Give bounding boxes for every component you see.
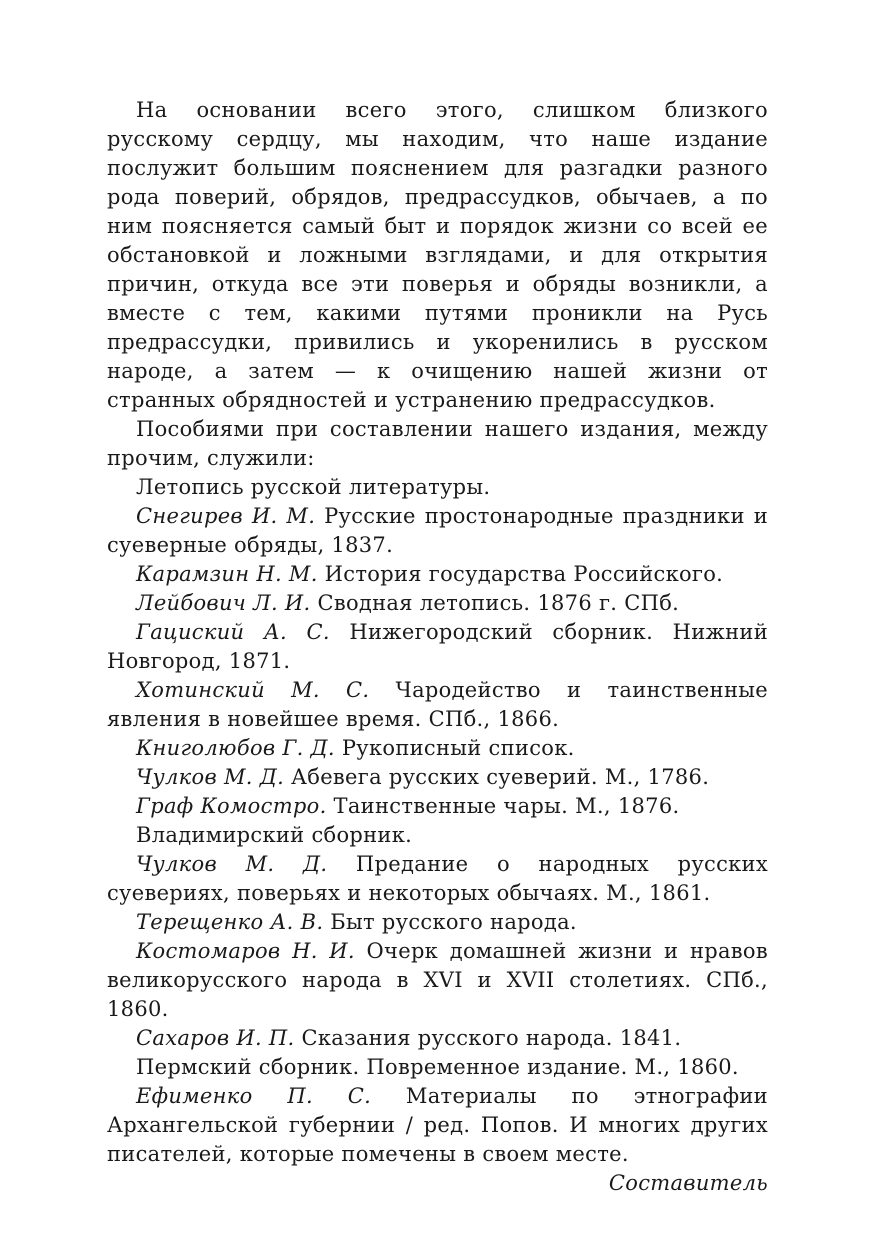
bibliography-entry xyxy=(107,473,768,502)
bibliography-entry xyxy=(107,1024,768,1053)
bib-title: Материалы по этнографии Архангельской губернии / ред. Попов. И многих других писателей, которые помечены в своем месте. xyxy=(107,1084,768,1166)
signature-line xyxy=(107,1169,768,1198)
bib-title: Предание о народных русских суевериях, поверьях и некоторых обычаях. М., 1861. xyxy=(107,852,768,905)
bib-author: Лейбович Л. И. xyxy=(136,591,311,615)
bib-author: Костомаров Н. И. xyxy=(136,939,355,963)
sources-intro-paragraph: Пособиями при составлении нашего издания, между прочим, служили: xyxy=(107,417,768,470)
bib-title: История государства Российского. xyxy=(317,562,724,586)
signature: Составитель xyxy=(608,1171,768,1195)
bib-title: Очерк домашней жизни и нравов великорусского народа в XVI и XVII столетиях. СПб., 1860. xyxy=(107,939,768,1021)
bib-title: Русские простонародные праздники и суеверные обряды, 1837. xyxy=(107,504,768,557)
bib-title: Быт русского народа. xyxy=(323,910,577,934)
bib-author: Книголюбов Г. Д. xyxy=(136,736,335,760)
bib-author: Чулков М. Д. xyxy=(136,765,285,789)
bib-author: Хотинский М. С. xyxy=(136,678,370,702)
bibliography-entry xyxy=(107,763,768,792)
bibliography-entry xyxy=(107,1082,768,1169)
bibliography-entry xyxy=(107,1053,768,1082)
bib-author: Ефименко П. С. xyxy=(136,1084,372,1108)
bib-author: Гациский А. С. xyxy=(136,620,330,644)
bibliography-entry xyxy=(107,618,768,676)
bibliography-entry xyxy=(107,589,768,618)
bib-title: Нижегородский сборник. Нижний Новгород, 1871. xyxy=(107,620,768,673)
bibliography-entry xyxy=(107,560,768,589)
bibliography-entry xyxy=(107,502,768,560)
bibliography-entry xyxy=(107,734,768,763)
bib-title: Летопись русской литературы. xyxy=(136,475,491,499)
bib-title: Чародейство и таинственные явления в новейшее время. СПб., 1866. xyxy=(107,678,768,731)
bibliography-entry xyxy=(107,908,768,937)
bib-author: Граф Комостро. xyxy=(136,794,327,818)
bib-title: Владимирский сборник. xyxy=(136,823,413,847)
bib-title: Сказания русского народа. 1841. xyxy=(294,1026,682,1050)
bibliography-entry xyxy=(107,850,768,908)
bib-title: Сводная летопись. 1876 г. СПб. xyxy=(310,591,680,615)
bibliography-entry xyxy=(107,821,768,850)
bib-title: Абевега русских суеверий. М., 1786. xyxy=(284,765,710,789)
text-column xyxy=(107,96,768,1198)
bib-author: Карамзин Н. М. xyxy=(136,562,318,586)
bib-title: Пермский сборник. Повременное издание. М., 1860. xyxy=(136,1055,739,1079)
bib-title: Рукописный список. xyxy=(334,736,575,760)
bib-author: Чулков М. Д. xyxy=(136,852,328,876)
bibliography-entry xyxy=(107,792,768,821)
bib-author: Снегирев И. М. xyxy=(136,504,316,528)
bib-title: Таинственные чары. М., 1876. xyxy=(326,794,680,818)
bib-author: Сахаров И. П. xyxy=(136,1026,295,1050)
bibliography-entry xyxy=(107,676,768,734)
bib-author: Терещенко А. В. xyxy=(136,910,324,934)
intro-paragraph: На основании всего этого, слишком близкого русскому сердцу, мы находим, что наше издание послужит большим пояснением для разгадки разного рода поверий, обрядов, предрассудков, обычаев, а по ним поясняется самый быт и порядок жизни со всей ее обстановкой и ложными взглядами, и для открытия причин, откуда все эти поверья и обряды возникли, а вместе с тем, какими путями проникли на Русь предрассудки, привились и укоренились в русском народе, а затем — к очищению нашей жизни от странных обрядностей и устранению предрассудков. xyxy=(107,98,768,412)
bibliography-entry xyxy=(107,937,768,1024)
